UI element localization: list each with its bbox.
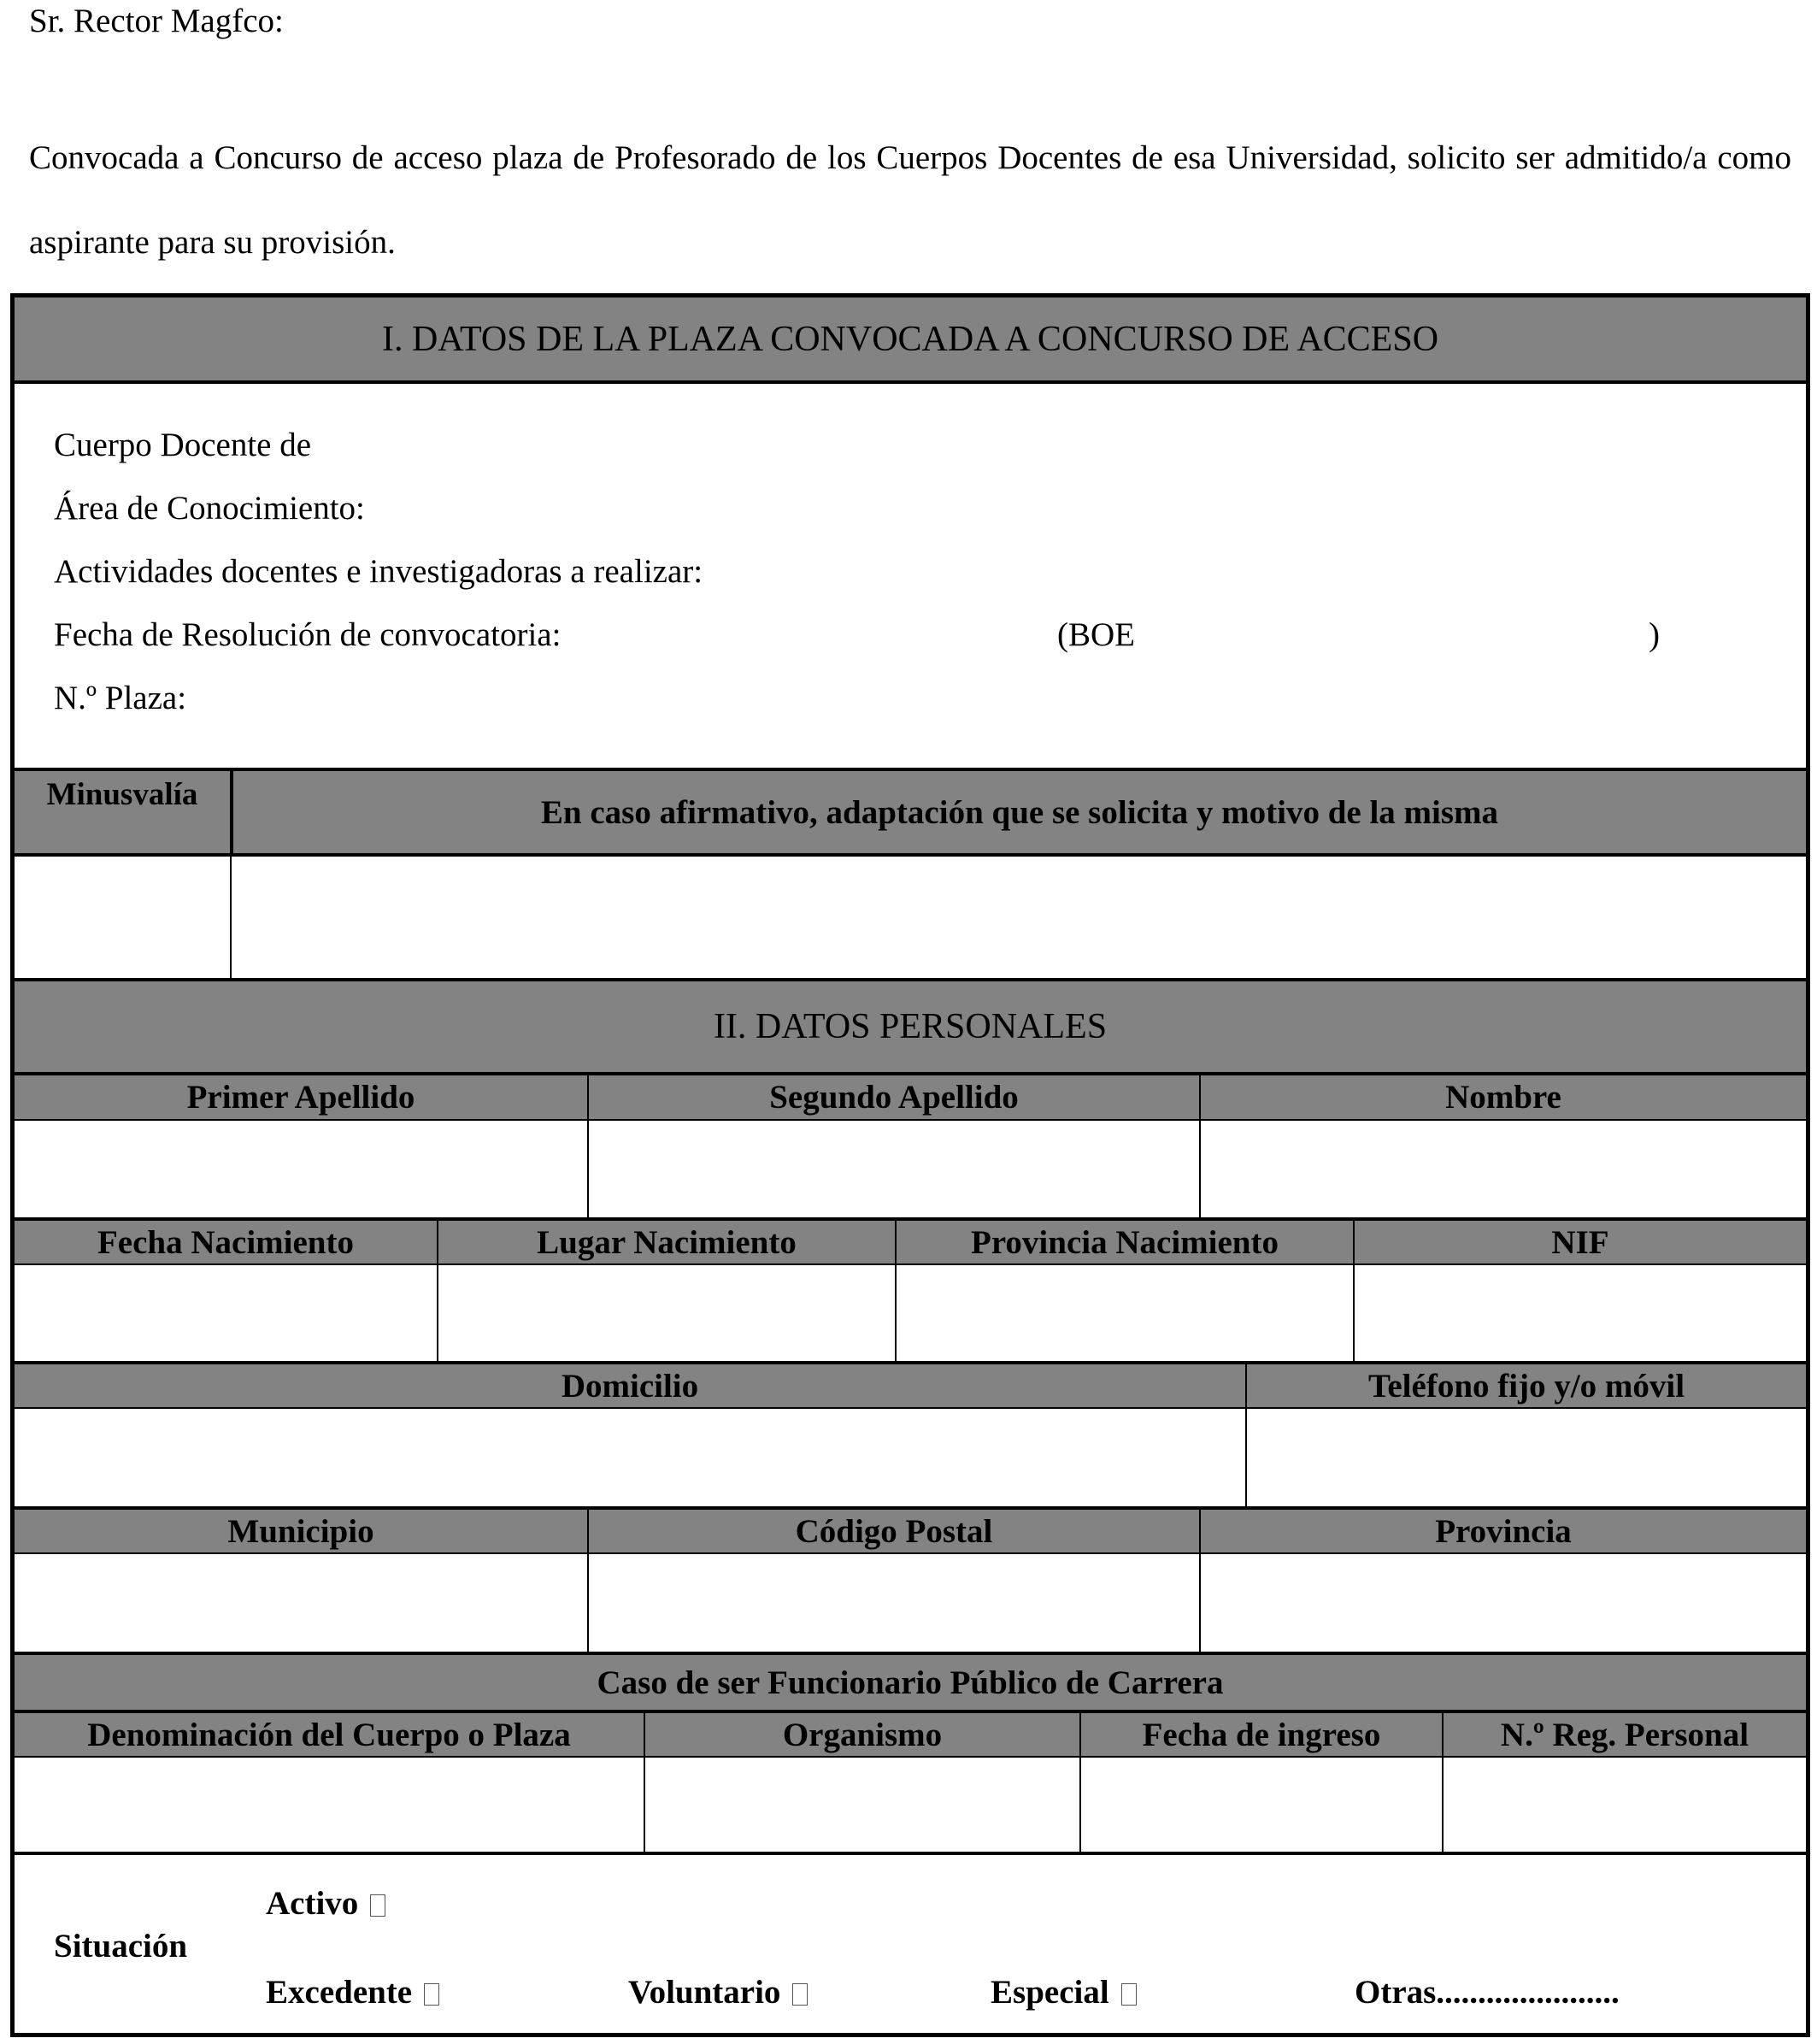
- option-activo[interactable]: [266, 1884, 385, 1923]
- header-segundo-apellido: Segundo Apellido: [587, 1075, 1199, 1121]
- municipio-input[interactable]: [15, 1554, 587, 1652]
- option-otras[interactable]: Otras......................: [1355, 1974, 1620, 2011]
- header-nif: NIF: [1353, 1221, 1806, 1265]
- field-fecha-resolucion: Fecha de Resolución de convocatoria:: [54, 616, 562, 653]
- header-reg-personal: N.º Reg. Personal: [1442, 1713, 1806, 1758]
- field-boe: (BOE: [1057, 616, 1135, 653]
- minusvalia-label: Minusvalía: [46, 777, 198, 812]
- section2-header: [15, 981, 1806, 1075]
- option-voluntario[interactable]: [628, 1973, 808, 2012]
- organismo-input[interactable]: [644, 1758, 1079, 1852]
- provincia-input[interactable]: [1199, 1554, 1806, 1652]
- excedente-label: Excedente: [266, 1974, 413, 2011]
- header-domicilio: Domicilio: [15, 1364, 1245, 1409]
- field-actividades: Actividades docentes e investigadoras a realizar:: [54, 553, 703, 590]
- lugar-nacimiento-input[interactable]: [437, 1265, 895, 1361]
- excedente-checkbox[interactable]: [424, 1983, 439, 2006]
- activo-label: Activo: [266, 1885, 359, 1922]
- voluntario-checkbox[interactable]: [792, 1983, 808, 2006]
- fecha-ingreso-input[interactable]: [1079, 1758, 1442, 1852]
- row5-inputs: [15, 1758, 1806, 1852]
- header-provincia-nacimiento: Provincia Nacimiento: [895, 1221, 1353, 1265]
- row2-headers: [15, 1221, 1806, 1265]
- reg-personal-input[interactable]: [1442, 1758, 1806, 1852]
- minusvalia-input-row: [15, 857, 1806, 978]
- header-fecha-nacimiento: Fecha Nacimiento: [15, 1221, 437, 1265]
- voluntario-label: Voluntario: [628, 1974, 781, 2011]
- field-numero-plaza: N.º Plaza:: [54, 680, 187, 716]
- row3-inputs: [15, 1409, 1806, 1506]
- header-primer-apellido: Primer Apellido: [15, 1075, 587, 1121]
- row4-headers: [15, 1510, 1806, 1554]
- nif-input[interactable]: [1353, 1265, 1806, 1361]
- situacion-label: Situación: [54, 1928, 188, 1964]
- intro-paragraph: Convocada a Concurso de acceso plaza de Profesorado de los Cuerpos Docentes de esa Universidad, solicito ser admitido/a como aspirante para su provisión.: [29, 139, 1791, 261]
- header-municipio: Municipio: [15, 1510, 587, 1554]
- denominacion-input[interactable]: [15, 1758, 644, 1852]
- telefono-input[interactable]: [1245, 1409, 1806, 1506]
- option-excedente[interactable]: [266, 1973, 439, 2012]
- activo-checkbox[interactable]: [370, 1894, 385, 1917]
- header-denominacion: Denominación del Cuerpo o Plaza: [15, 1713, 644, 1758]
- header-fecha-ingreso: Fecha de ingreso: [1079, 1713, 1442, 1758]
- header-codigo-postal: Código Postal: [587, 1510, 1199, 1554]
- row1-inputs: [15, 1121, 1806, 1217]
- provincia-nacimiento-input[interactable]: [895, 1265, 1353, 1361]
- segundo-apellido-input[interactable]: [587, 1121, 1199, 1217]
- minusvalia-input[interactable]: [15, 857, 230, 978]
- row5-headers: [15, 1713, 1806, 1758]
- funcionario-header: [15, 1655, 1806, 1713]
- salutation: Sr. Rector Magfco:: [29, 3, 284, 39]
- section2-title: II. DATOS PERSONALES: [713, 1007, 1108, 1046]
- minusvalia-header-row: [15, 771, 1806, 857]
- nombre-input[interactable]: [1199, 1121, 1806, 1217]
- field-area-conocimiento: Área de Conocimiento:: [54, 490, 365, 527]
- row2-inputs: [15, 1265, 1806, 1361]
- row3-headers: [15, 1364, 1806, 1409]
- especial-checkbox[interactable]: [1121, 1983, 1137, 2006]
- funcionario-title: Caso de ser Funcionario Público de Carrera: [597, 1664, 1224, 1701]
- option-especial[interactable]: [991, 1973, 1137, 2012]
- row1-headers: [15, 1075, 1806, 1121]
- fecha-nacimiento-input[interactable]: [15, 1265, 437, 1361]
- primer-apellido-input[interactable]: [15, 1121, 587, 1217]
- adaptacion-input[interactable]: [230, 857, 1806, 978]
- header-nombre: Nombre: [1199, 1075, 1806, 1121]
- especial-label: Especial: [991, 1974, 1109, 2011]
- header-telefono: Teléfono fijo y/o móvil: [1245, 1364, 1806, 1409]
- row4-inputs: [15, 1554, 1806, 1652]
- header-organismo: Organismo: [644, 1713, 1079, 1758]
- codigo-postal-input[interactable]: [587, 1554, 1199, 1652]
- domicilio-input[interactable]: [15, 1409, 1245, 1506]
- header-lugar-nacimiento: Lugar Nacimiento: [437, 1221, 895, 1265]
- field-cuerpo-docente: Cuerpo Docente de: [54, 427, 312, 463]
- application-form: [10, 293, 1810, 2037]
- field-boe-close: ): [1649, 616, 1660, 653]
- adaptacion-label: En caso afirmativo, adaptación que se solicita y motivo de la misma: [230, 771, 1806, 853]
- section1-header: [15, 297, 1806, 384]
- section1-title: I. DATOS DE LA PLAZA CONVOCADA A CONCURSO DE ACCESO: [381, 319, 1439, 359]
- header-provincia: Provincia: [1199, 1510, 1806, 1554]
